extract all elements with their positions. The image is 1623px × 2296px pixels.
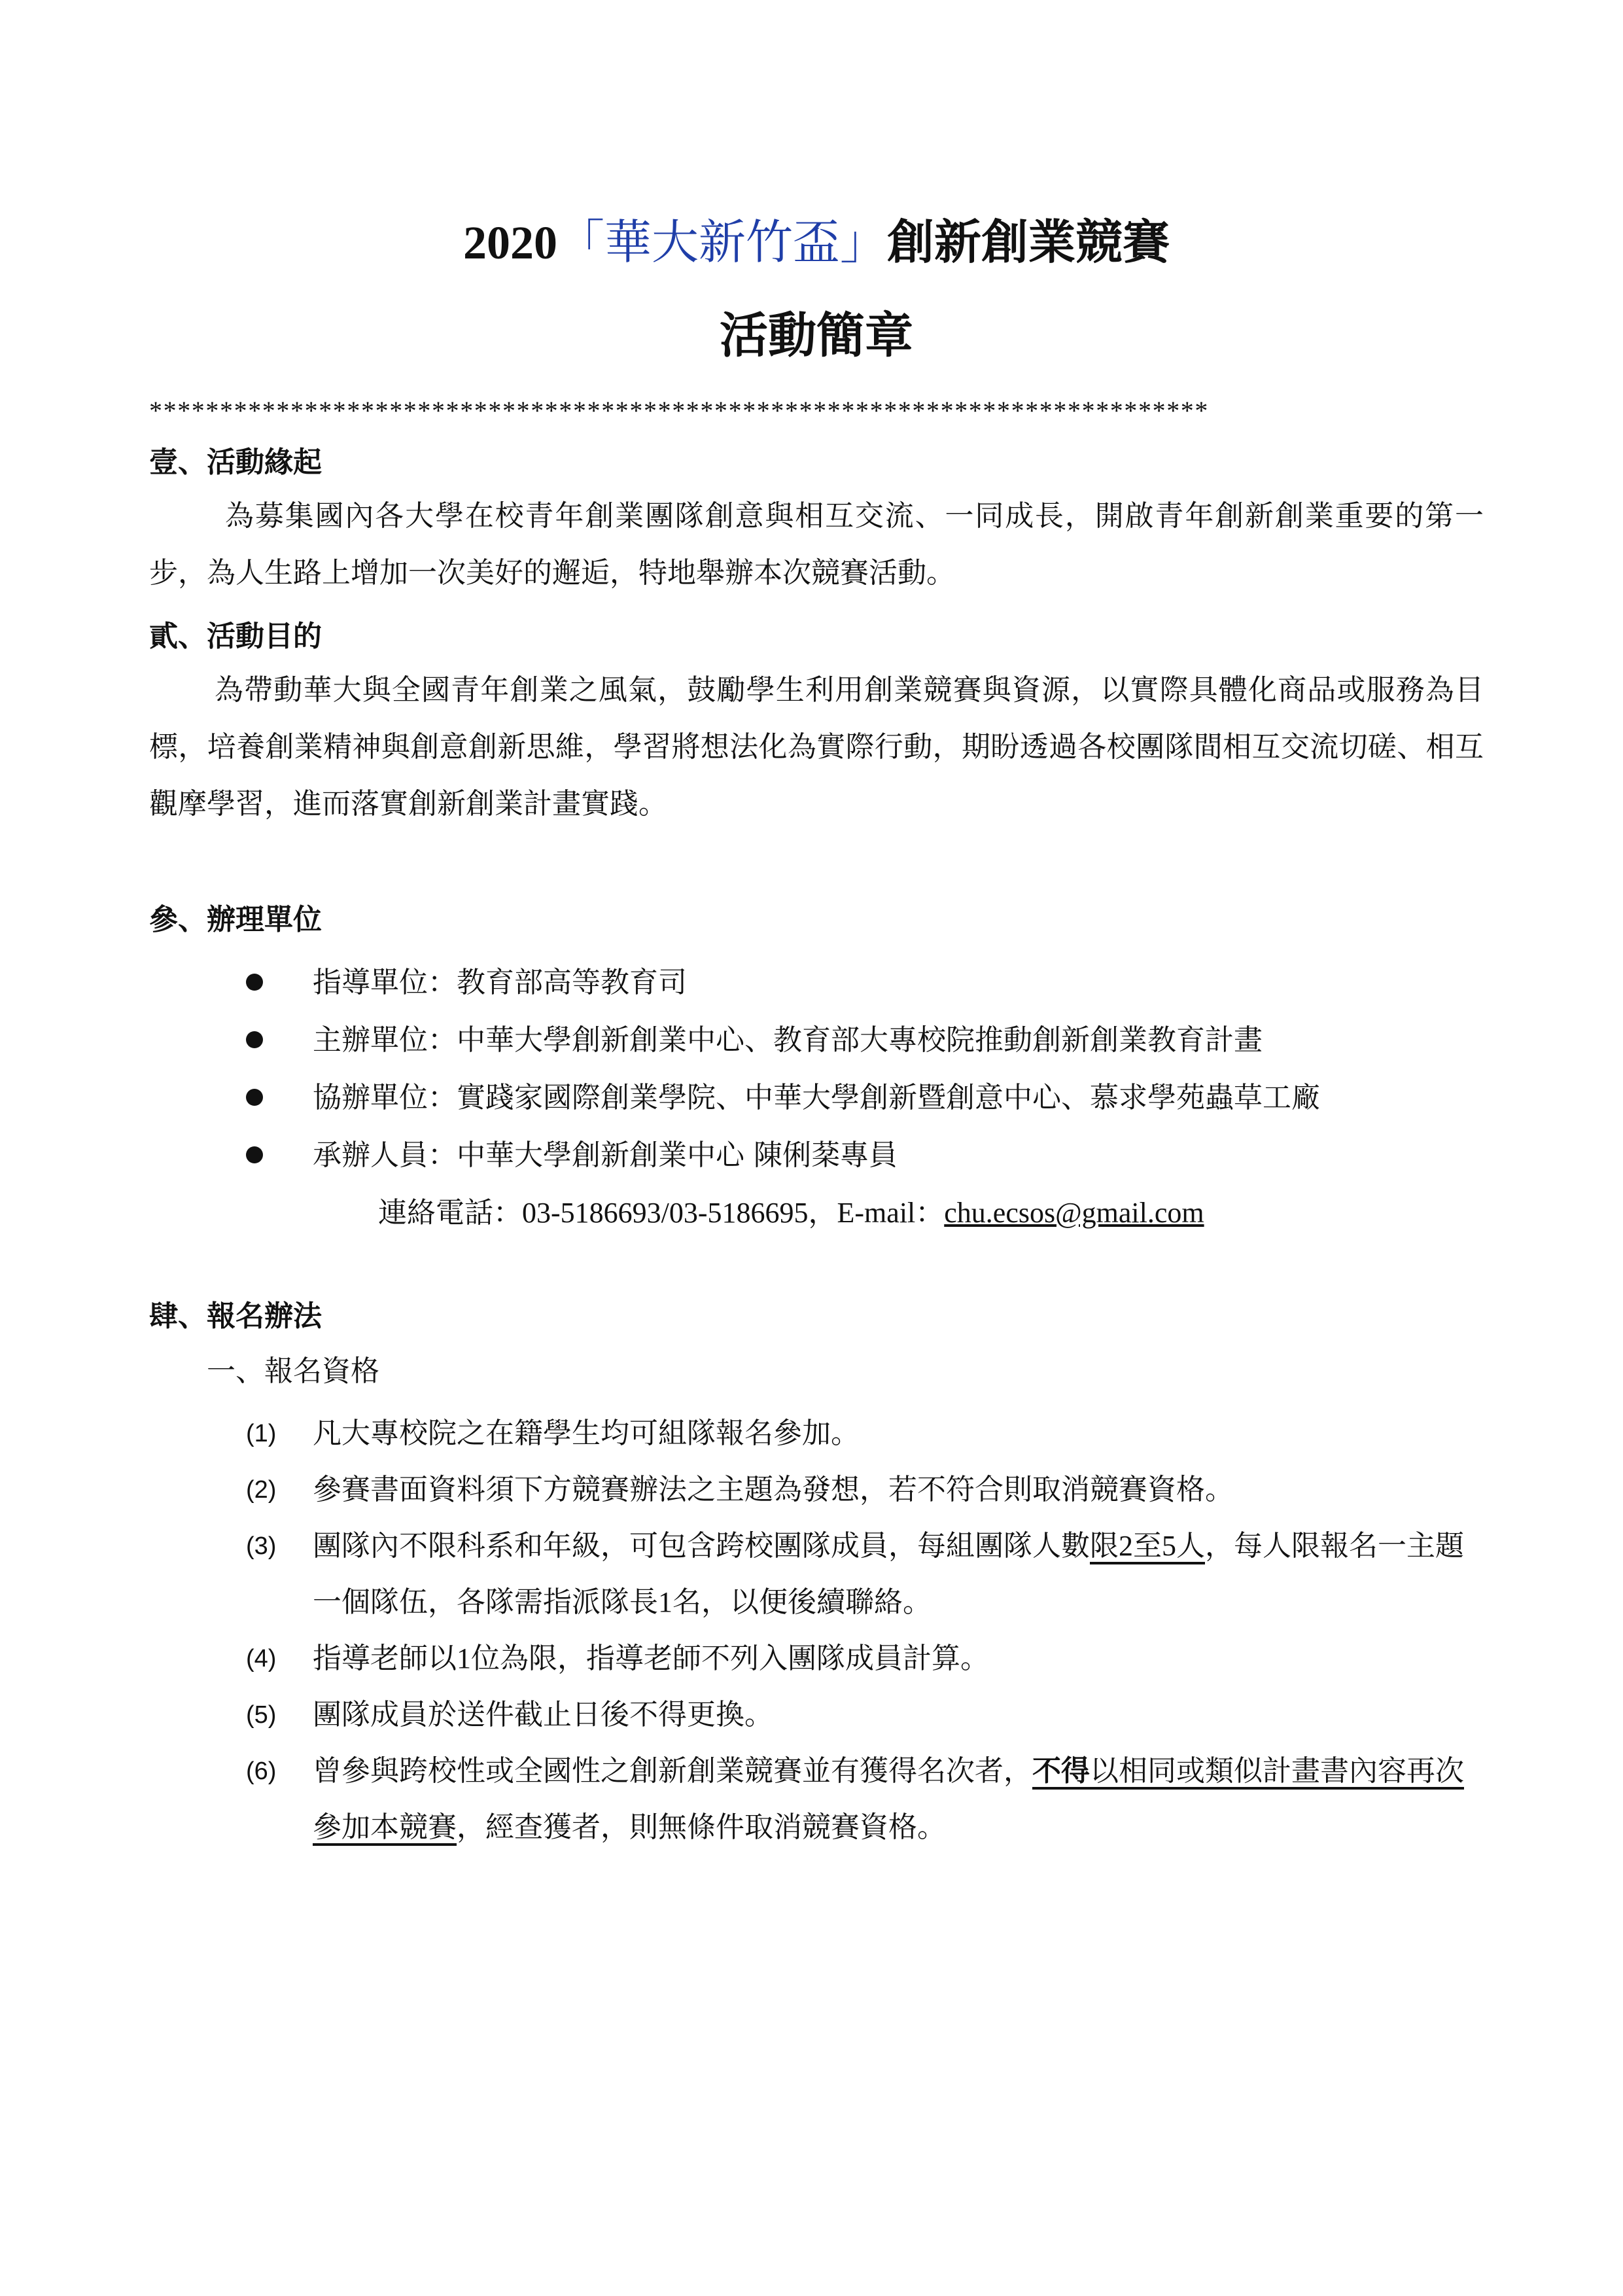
title-open-bracket: 「: [557, 215, 604, 270]
separator-line: ***************************************************************************: [149, 396, 1209, 425]
contact-phone: 03-5186693/03-5186695: [522, 1197, 809, 1229]
title-highlight: 華大新竹盃: [604, 215, 840, 270]
organizer-co-host: 協辦單位：實踐家國際創業學院、中華大學創新暨創意中心、慕求學苑蟲草工廠: [313, 1081, 1320, 1114]
item-number: (6): [246, 1757, 277, 1785]
item-text-part: 團隊內不限科系和年級，可包含跨校團隊成員，每組團隊人數: [313, 1529, 1090, 1563]
document-title: [149, 209, 1484, 275]
list-item: [149, 1462, 1484, 1518]
contact-separator: ，: [808, 1196, 837, 1229]
list-item: [149, 1012, 1484, 1069]
bullet-icon: [246, 1089, 263, 1106]
item-number: (3): [246, 1532, 277, 1560]
list-item: [149, 1405, 1484, 1462]
contact-email-label: E-mail：: [837, 1197, 945, 1229]
team-size-part: 人: [1176, 1529, 1205, 1563]
document-subtitle: 活動簡章: [720, 308, 913, 364]
bullet-icon: [246, 974, 263, 991]
item-text-part: ，經查獲者，則無條件取消競賽資格。: [457, 1810, 946, 1844]
item-text: [313, 1518, 1484, 1631]
section-body-origin: 為募集國內各大學在校青年創業團隊創意與相互交流、一同成長，開啟青年創新創業重要的第一步，為人生路上增加一次美好的邂逅，特地舉辦本次競賽活動。: [149, 499, 1484, 590]
title-rest: 創新創業競賽: [887, 215, 1170, 270]
item-text: [313, 1743, 1484, 1856]
item-text-part: 名，以便後續聯絡。: [672, 1585, 932, 1619]
organizer-list: [149, 954, 1484, 1184]
advisor-count: 1: [457, 1642, 471, 1674]
subsection-heading-eligibility: 一、報名資格: [207, 1354, 379, 1388]
section-heading-registration: 肆、報名辦法: [149, 1299, 322, 1333]
bullet-icon: [246, 1031, 263, 1048]
list-item: [149, 1743, 1484, 1856]
bullet-icon: [246, 1146, 263, 1163]
contact-info: [149, 1184, 1484, 1242]
list-item: [149, 1631, 1484, 1687]
item-text-part: 位為限，指導老師不列入團隊成員計算。: [471, 1642, 989, 1675]
organizer-contact-person: 承辦人員：中華大學創新創業中心 陳俐棻專員: [313, 1139, 898, 1172]
item-number: (1): [246, 1420, 277, 1447]
item-number: (2): [246, 1476, 277, 1504]
document-page: [149, 196, 1484, 1856]
item-text-part: ，每人限報名一主題一個隊伍，各隊需指派隊長: [313, 1529, 1464, 1619]
prohibited-emphasis: 不得: [1032, 1754, 1090, 1788]
item-text-part: 曾參與跨校性或全國性之創新創業競賽並有獲得名次者，: [313, 1754, 1032, 1788]
item-text: 參賽書面資料須下方競賽辦法之主題為發想，若不符合則取消競賽資格。: [313, 1473, 1234, 1506]
team-size-min: 2: [1119, 1530, 1133, 1562]
item-text: 團隊成員於送件截止日後不得更換。: [313, 1698, 773, 1731]
list-item: [149, 1127, 1484, 1184]
team-size-part: 限: [1090, 1529, 1119, 1563]
list-item: [149, 1687, 1484, 1743]
contact-phone-label: 連絡電話：: [378, 1196, 522, 1229]
contact-email-link[interactable]: chu.ecsos@gmail.com: [944, 1197, 1204, 1229]
list-item: [149, 1069, 1484, 1127]
leader-count: 1: [658, 1586, 672, 1618]
item-text-part: 指導老師以: [313, 1642, 457, 1675]
title-year: 2020: [462, 217, 557, 269]
section-heading-organizers: 參、辦理單位: [149, 903, 322, 936]
list-item: [149, 1518, 1484, 1631]
team-size-max: 5: [1162, 1530, 1176, 1562]
section-heading-purpose: 貳、活動目的: [149, 620, 322, 653]
item-text: [313, 1631, 1484, 1687]
eligibility-list: [149, 1405, 1484, 1856]
item-number: (5): [246, 1701, 277, 1729]
section-heading-origin: 壹、活動緣起: [149, 446, 322, 479]
item-number: (4): [246, 1645, 277, 1672]
list-item: [149, 954, 1484, 1012]
team-size-part: 至: [1133, 1529, 1162, 1563]
team-size-limit: [1090, 1529, 1205, 1563]
section-body-purpose: 為帶動華大與全國青年創業之風氣，鼓勵學生利用創業競賽與資源，以實際具體化商品或服務為目標，培養創業精神與創意創新思維，學習將想法化為實際行動，期盼透過各校團隊間相互交流切磋、相互觀摩學習，進而落實創新創業計畫實踐。: [149, 673, 1484, 821]
prohibited-rule: 以相同或類似計畫書內容再次參加本競賽: [313, 1754, 1464, 1844]
title-close-bracket: 」: [840, 215, 888, 270]
item-text: 凡大專校院之在籍學生均可組隊報名參加。: [313, 1417, 860, 1450]
organizer-host: 主辦單位：中華大學創新創業中心、教育部大專校院推動創新創業教育計畫: [313, 1023, 1263, 1057]
organizer-guidance: 指導單位：教育部高等教育司: [313, 966, 687, 999]
